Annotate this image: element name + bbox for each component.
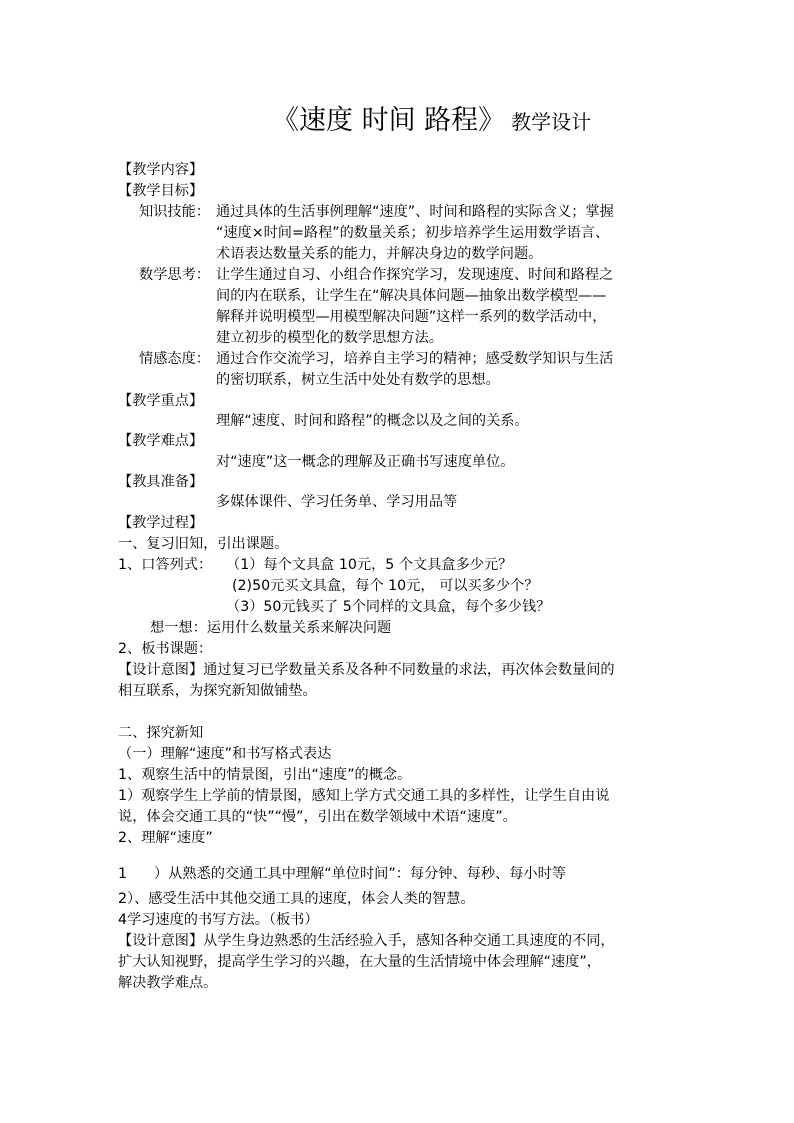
part2-title: 二、探究新知: [118, 725, 204, 741]
design-intent-line: 扩大认知视野，提高学生学习的兴趣，在大量的生活情境中体会理解“速度”，: [118, 954, 601, 970]
design-intent-line: 相互联系，为探究新知做铺垫。: [118, 683, 317, 699]
design-intent-line: 【设计意图】通过复习已学数量关系及各种不同数量的求法，再次体会数量间的: [118, 662, 615, 678]
oral-question: （3）50元钱买了 5个同样的文具盒，每个多少钱？: [226, 599, 551, 615]
section-difficulties-heading: 【教学难点】: [118, 433, 204, 449]
unit-time-item: ）从熟悉的交通工具中理解“单位时间”：每分钟、每秒、每小时等: [154, 866, 566, 882]
goal-thinking-line: 解释并说明模型—用模型解决问题”这样一系列的数学活动中，: [216, 309, 607, 325]
unit-time-item-number: 1: [118, 866, 128, 882]
feel-step: 2）、感受生活中其他交通工具的速度，体会人类的智慧。: [118, 891, 475, 907]
goal-knowledge-label: 知识技能：: [139, 204, 210, 220]
oral-question: （1）每个文具盒 10元，5 个文具盒多少元？: [226, 557, 513, 573]
part2-subtitle: （一）理解“速度”和书写格式表达: [118, 746, 332, 762]
goal-attitude-label: 情感态度：: [139, 351, 210, 367]
section-content-heading: 【教学内容】: [118, 162, 204, 178]
section-key-points-heading: 【教学重点】: [118, 393, 204, 409]
title-sub: 教学设计: [511, 110, 592, 134]
goal-thinking-line: 建立初步的模型化的数学思想方法。: [216, 330, 444, 346]
part1-title: 一、复习旧知，引出课题。: [118, 536, 289, 552]
tools-text: 多媒体课件、学习任务单、学习用品等: [216, 494, 458, 510]
oral-label: 1、口答列式：: [118, 557, 213, 573]
goal-thinking-label: 数学思考：: [139, 267, 210, 283]
board-title: 2、板书课题：: [118, 641, 213, 657]
section-goals-heading: 【教学目标】: [118, 183, 204, 199]
goal-knowledge-line: “速度×时间=路程”的数量关系；初步培养学生运用数学语言、: [216, 225, 610, 241]
goal-attitude-line: 通过合作交流学习，培养自主学习的精神；感受数学知识与生活: [216, 351, 614, 367]
goal-knowledge-line: 术语表达数量关系的能力，并解决身边的数学问题。: [216, 246, 543, 262]
observe-step: 1、观察生活中的情景图，引出“速度”的概念。: [118, 767, 412, 783]
write-step: 4学习速度的书写方法。（板书）: [118, 912, 319, 928]
observe-detail-line: 说，体会交通工具的“快”“慢”，引出在数学领域中术语“速度”。: [118, 809, 517, 825]
section-tools-heading: 【教具准备】: [118, 474, 204, 490]
design-intent-line: 解决教学难点。: [118, 975, 218, 991]
design-intent-line: 【设计意图】从学生身边熟悉的生活经验入手，感知各种交通工具速度的不同，: [118, 933, 615, 949]
goal-thinking-line: 让学生通过自习、小组合作探究学习，发现速度、时间和路程之: [216, 267, 614, 283]
observe-detail-line: 1）观察学生上学前的情景图，感知上学方式交通工具的多样性，让学生自由说: [118, 788, 610, 804]
document-title: [272, 98, 591, 137]
goal-thinking-line: 间的内在联系，让学生在“解决具体问题—抽象出数学模型——: [216, 288, 607, 304]
oral-question: (2)50元买文具盒，每个 10元， 可以买多少个？: [232, 578, 539, 594]
understand-step: 2、理解“速度”: [118, 830, 213, 846]
goal-attitude-line: 的密切联系，树立生活中处处有数学的思想。: [216, 372, 500, 388]
think-prompt: 想一想：运用什么数量关系来解决问题: [150, 620, 392, 636]
difficulty-text: 对“速度”这一概念的理解及正确书写速度单位。: [216, 454, 515, 470]
key-point-text: 理解“速度、时间和路程”的概念以及之间的关系。: [216, 413, 529, 429]
section-process-heading: 【教学过程】: [118, 515, 204, 531]
goal-knowledge-line: 通过具体的生活事例理解“速度”、时间和路程的实际含义；掌握: [216, 204, 614, 220]
title-main: 《速度 时间 路程》: [272, 105, 506, 136]
